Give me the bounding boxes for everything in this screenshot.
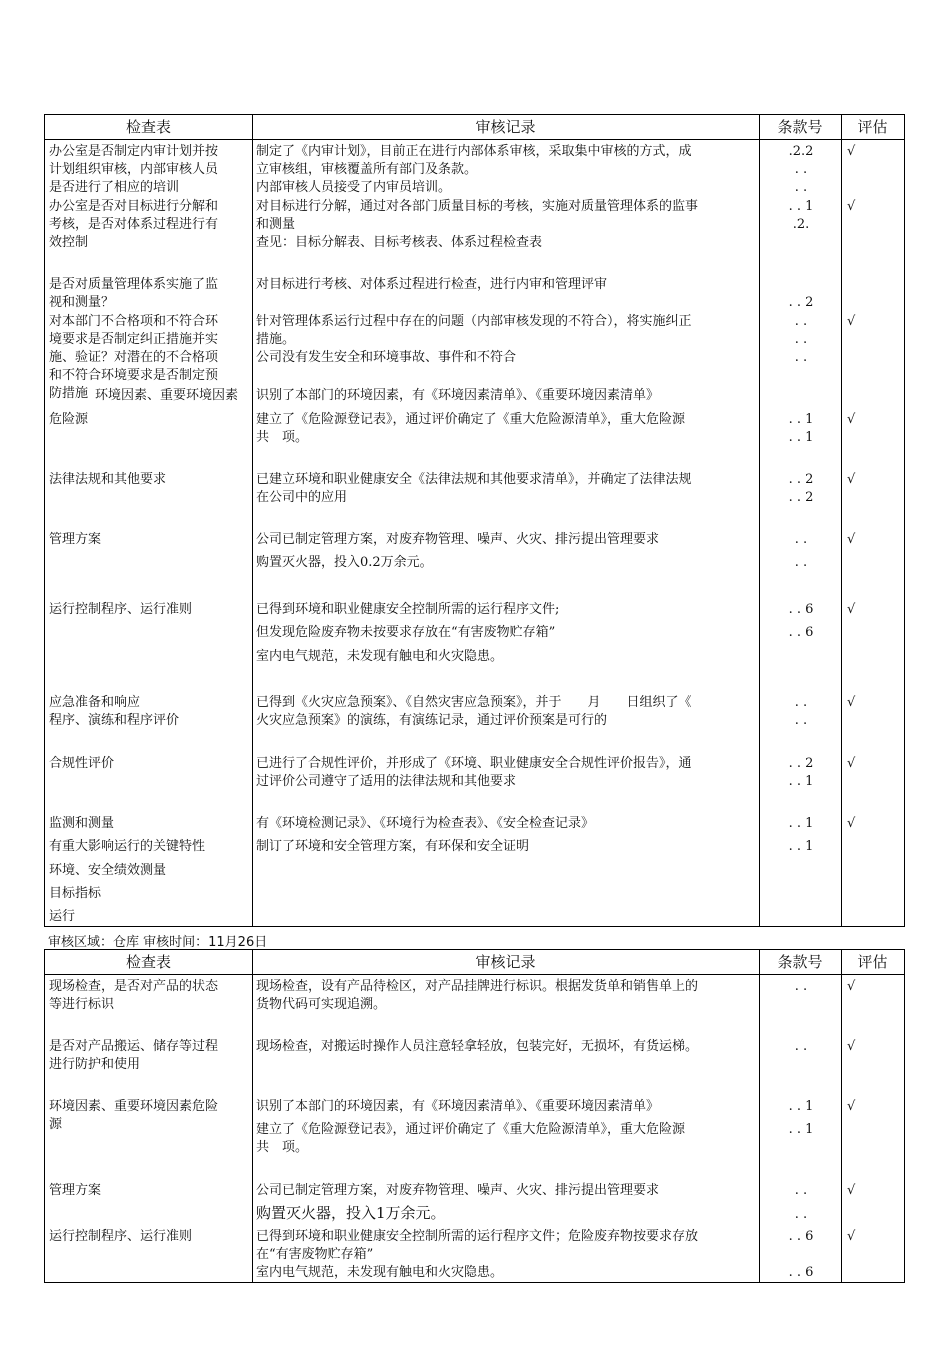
- audit-record-line: 对目标进行考核、对体系过程进行检查，进行内审和管理评审: [256, 277, 608, 292]
- clause-number: . . 1: [788, 816, 814, 831]
- clause-number: . . 1: [788, 430, 814, 445]
- check-mark-icon: √: [847, 756, 856, 771]
- checklist-item: 管理方案: [49, 1183, 102, 1198]
- audit-record-line: 措施。: [256, 332, 296, 347]
- clause-number: . . 2: [788, 295, 814, 310]
- check-mark-icon: √: [847, 144, 856, 159]
- clause-number: . .: [794, 555, 808, 570]
- check-mark-icon: √: [847, 314, 856, 329]
- audit-record-line: 公司已制定管理方案，对废弃物管理、噪声、火灾、排污提出管理要求: [256, 1183, 660, 1198]
- checklist-item: 进行防护和使用: [49, 1057, 141, 1072]
- checklist-item: 环境因素、重要环境因素危险: [49, 1099, 219, 1114]
- check-mark-icon: √: [847, 1039, 856, 1054]
- clause-number: . . 6: [788, 602, 814, 617]
- audit-table-2: [44, 949, 905, 1283]
- checklist-item: 等进行标识: [49, 997, 115, 1012]
- audit-record-line: 火灾应急预案》的演练，有演练记录，通过评价预案是可行的: [256, 713, 608, 728]
- clause-number: . .: [794, 713, 808, 728]
- checklist-item: 合规性评价: [49, 756, 115, 771]
- checklist-item: 法律法规和其他要求: [49, 472, 167, 487]
- audit-record-line: 已得到环境和职业健康安全控制所需的运行程序文件；危险废弃物按要求存放: [256, 1229, 699, 1244]
- audit-record-line: 识别了本部门的环境因素，有《环境因素清单》、《重要环境因素清单》: [256, 1099, 660, 1114]
- clause-number: . .: [794, 162, 808, 177]
- audit-record-line: 室内电气规范，未发现有触电和火灾隐患。: [256, 649, 504, 664]
- clause-number: . .: [794, 979, 808, 994]
- audit-record-line: 对目标进行分解，通过对各部门质量目标的考核，实施对质量管理体系的监事: [256, 199, 699, 214]
- audit-record-line: 购置灭火器，投入1万余元。: [256, 1204, 446, 1222]
- clause-number: . .: [794, 180, 808, 195]
- header-audit-record: 审核记录: [475, 953, 536, 971]
- clause-number: .2.: [792, 217, 810, 232]
- audit-record-line: 现场检查，设有产品待检区，对产品挂牌进行标识。根据发货单和销售单上的: [256, 979, 699, 994]
- audit-record-line: 已进行了合规性评价，并形成了《环境、职业健康安全合规性评价报告》，通: [256, 756, 692, 771]
- audit-record-line: 共 项。: [256, 430, 309, 445]
- checklist-item: 对本部门不合格项和不符合环: [49, 314, 219, 329]
- clause-number: . .: [794, 1207, 808, 1222]
- clause-number: . .: [794, 332, 808, 347]
- checklist-item: 境要求是否制定纠正措施并实: [49, 332, 219, 347]
- checklist-item: 现场检查，是否对产品的状态: [49, 979, 219, 994]
- checklist-item: 办公室是否对目标进行分解和: [49, 199, 219, 214]
- clause-number: . . 1: [788, 774, 814, 789]
- checklist-item: 施、验证？对潜在的不合格项: [49, 350, 219, 365]
- clause-number: . . 1: [788, 412, 814, 427]
- checklist-item: 有重大影响运行的关键特性: [49, 839, 206, 854]
- clause-number: . .: [794, 695, 808, 710]
- audit-record-line: 已得到环境和职业健康安全控制所需的运行程序文件;: [256, 602, 560, 617]
- header-audit-record: 审核记录: [475, 118, 536, 136]
- audit-record-line: 制订了环境和安全管理方案，有环保和安全证明: [256, 839, 530, 854]
- checklist-item: 源: [49, 1117, 63, 1132]
- checklist-item: 运行控制程序、运行准则: [49, 1229, 193, 1244]
- header-clause-no: 条款号: [777, 118, 823, 136]
- clause-number: . .: [794, 1039, 808, 1054]
- audit-record-line: 但发现危险废弃物未按要求存放在“有害废物贮存箱”: [256, 625, 556, 640]
- audit-record-line: 立审核组，审核覆盖所有部门及条款。: [256, 162, 478, 177]
- audit-record-line: 室内电气规范，未发现有触电和火灾隐患。: [256, 1265, 504, 1280]
- checklist-item: 效控制: [49, 235, 89, 250]
- clause-number: . . 6: [788, 625, 814, 640]
- clause-number: . . 1: [788, 1099, 814, 1114]
- checklist-item: 防措施: [49, 386, 89, 401]
- check-mark-icon: √: [847, 979, 856, 994]
- audit-area-caption: 审核区域：仓库 审核时间：11月26日: [48, 935, 268, 950]
- header-evaluation: 评估: [857, 118, 888, 136]
- clause-number: . . 2: [788, 490, 814, 505]
- audit-record-line: 现场检查，对搬运时操作人员注意轻拿轻放，包装完好，无损坏，有货运梯。: [256, 1039, 699, 1054]
- audit-table-1: [44, 114, 905, 927]
- clause-number: . .: [794, 532, 808, 547]
- audit-record-line: 建立了《危险源登记表》，通过评价确定了《重大危险源清单》，重大危险源: [256, 1122, 686, 1137]
- audit-record-line: 针对管理体系运行过程中存在的问题（内部审核发现的不符合），将实施纠正: [256, 314, 692, 329]
- audit-record-line: 过评价公司遵守了适用的法律法规和其他要求: [256, 774, 517, 789]
- audit-record-line: 公司没有发生安全和环境事故、事件和不符合: [256, 350, 517, 365]
- header-checklist: 检查表: [125, 953, 171, 971]
- clause-number: . . 2: [788, 472, 814, 487]
- clause-number: .2.2: [788, 144, 814, 159]
- audit-record-line: 内部审核人员接受了内审员培训。: [256, 180, 452, 195]
- check-mark-icon: √: [847, 816, 856, 831]
- check-mark-icon: √: [847, 1099, 856, 1114]
- audit-record-line: 在“有害废物贮存箱”: [256, 1247, 374, 1262]
- checklist-item: 和不符合环境要求是否制定预: [49, 368, 219, 383]
- audit-record-line: 已得到《火灾应急预案》、《自然灾害应急预案》，并于 月 日组织了《: [256, 695, 692, 710]
- checklist-item: 是否对质量管理体系实施了监: [49, 277, 219, 292]
- audit-record-line: 有《环境检测记录》、《环境行为检查表》、《安全检查记录》: [256, 816, 595, 831]
- header-evaluation: 评估: [857, 953, 888, 971]
- audit-record-line: 货物代码可实现追溯。: [256, 997, 387, 1012]
- check-mark-icon: √: [847, 532, 856, 547]
- check-mark-icon: √: [847, 695, 856, 710]
- clause-number: . .: [794, 1183, 808, 1198]
- clause-number: . . 6: [788, 1265, 814, 1280]
- check-mark-icon: √: [847, 199, 856, 214]
- checklist-item: 视和测量？: [49, 295, 115, 310]
- check-mark-icon: √: [847, 1229, 856, 1244]
- audit-record-line: 公司已制定管理方案，对废弃物管理、噪声、火灾、排污提出管理要求: [256, 532, 660, 547]
- check-mark-icon: √: [847, 1183, 856, 1198]
- check-mark-icon: √: [847, 472, 856, 487]
- checklist-item: 程序、演练和程序评价: [49, 713, 180, 728]
- header-checklist: 检查表: [125, 118, 171, 136]
- clause-number: . . 6: [788, 1229, 814, 1244]
- audit-record-line: 共 项。: [256, 1140, 309, 1155]
- checklist-item: 计划组织审核，内部审核人员: [49, 162, 219, 177]
- audit-record-line: 在公司中的应用: [256, 490, 348, 505]
- checklist-item: 监测和测量: [49, 816, 115, 831]
- checklist-item: 危险源: [49, 412, 89, 427]
- audit-record-line: 和测量: [256, 217, 296, 232]
- audit-record-line: 查见：目标分解表、目标考核表、体系过程检查表: [256, 235, 543, 250]
- checklist-item: 管理方案: [49, 532, 102, 547]
- header-clause-no: 条款号: [777, 953, 823, 971]
- clause-number: . .: [794, 350, 808, 365]
- checklist-item: 是否进行了相应的培训: [49, 180, 180, 195]
- checklist-item: 运行控制程序、运行准则: [49, 602, 193, 617]
- checklist-item: 运行: [49, 909, 76, 924]
- clause-number: . . 1: [788, 839, 814, 854]
- checklist-item: 是否对产品搬运、储存等过程: [49, 1039, 219, 1054]
- check-mark-icon: √: [847, 602, 856, 617]
- audit-record-line: 制定了《内审计划》，目前正在进行内部体系审核，采取集中审核的方式，成: [256, 144, 692, 159]
- checklist-item: 环境因素、重要环境因素: [95, 388, 239, 403]
- clause-number: . . 1: [788, 1122, 814, 1137]
- checklist-item: 目标指标: [49, 886, 102, 901]
- audit-record-line: 购置灭火器，投入0.2万余元。: [256, 555, 433, 570]
- audit-record-line: 识别了本部门的环境因素，有《环境因素清单》、《重要环境因素清单》: [256, 388, 660, 403]
- clause-number: . . 2: [788, 756, 814, 771]
- clause-number: . .: [794, 314, 808, 329]
- clause-number: . . 1: [788, 199, 814, 214]
- check-mark-icon: √: [847, 412, 856, 427]
- audit-record-line: 已建立环境和职业健康安全《法律法规和其他要求清单》，并确定了法律法规: [256, 472, 692, 487]
- checklist-item: 办公室是否制定内审计划并按: [49, 144, 219, 159]
- checklist-item: 环境、安全绩效测量: [49, 863, 167, 878]
- checklist-item: 考核，是否对体系过程进行有: [49, 217, 219, 232]
- checklist-item: 应急准备和响应: [49, 695, 141, 710]
- audit-record-line: 建立了《危险源登记表》，通过评价确定了《重大危险源清单》，重大危险源: [256, 412, 686, 427]
